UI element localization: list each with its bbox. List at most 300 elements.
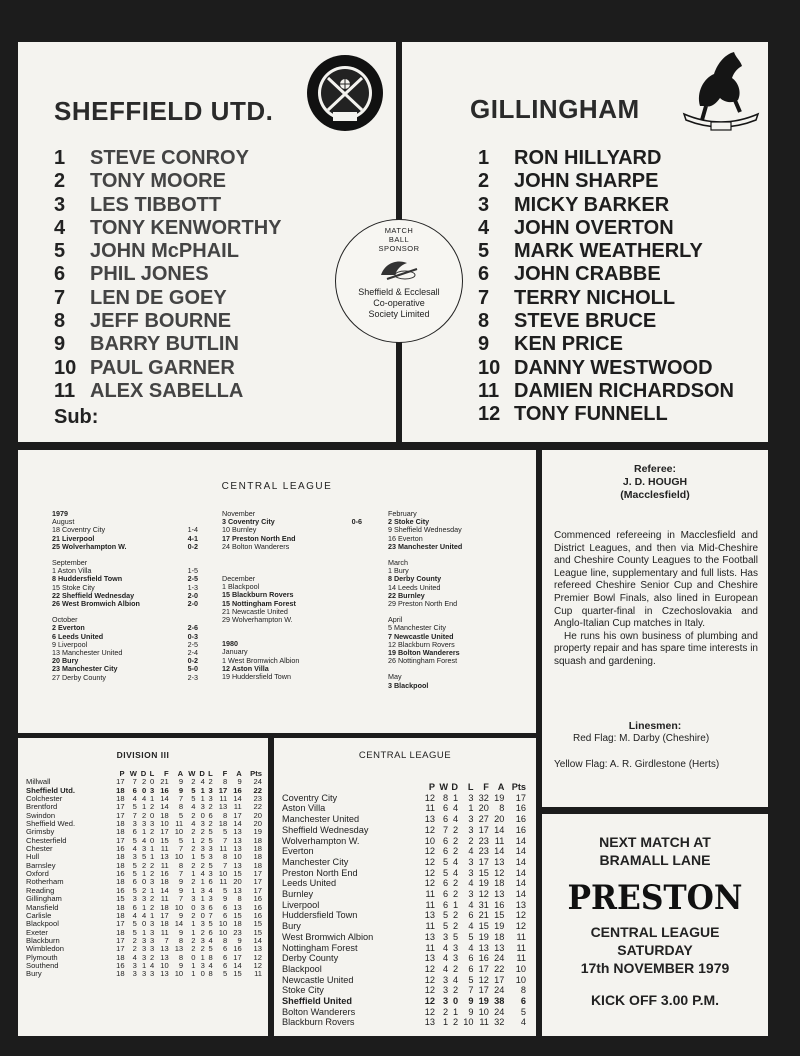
table-cell: 21 xyxy=(160,777,169,787)
table-header-cell: L xyxy=(467,782,474,792)
table-cell: 16 xyxy=(494,899,505,910)
table-cell: 17 xyxy=(218,785,228,795)
table-cell: 2 xyxy=(452,878,459,889)
table-cell: 12 xyxy=(424,878,435,889)
table-cell: 3 xyxy=(142,894,147,904)
table-cell: 1 xyxy=(149,910,155,920)
table-cell: 5 xyxy=(142,852,147,862)
table-cell: 5 xyxy=(132,919,137,929)
table-cell: 13 xyxy=(515,899,526,910)
linesmen-label: Linesmen: xyxy=(628,720,682,732)
table-cell: Coventry City xyxy=(282,792,338,803)
table-cell: 16 xyxy=(515,803,526,814)
table-cell: 0 xyxy=(149,810,155,820)
table-cell: 18 xyxy=(494,931,505,942)
table-cell: 3 xyxy=(208,844,213,854)
player-row: 11 DAMIEN RICHARDSON xyxy=(478,379,734,402)
player-row: 6 JOHN CRABBE xyxy=(478,263,661,286)
table-cell: 5 xyxy=(468,974,474,985)
fixture-score: 0-3 xyxy=(187,631,198,641)
table-cell: 12 xyxy=(494,867,505,878)
table-cell: 19 xyxy=(494,921,505,932)
table-header-cell: Pts xyxy=(511,782,526,792)
table-cell: 0 xyxy=(200,910,205,920)
table-cell: Sheffield Wednesday xyxy=(282,824,369,835)
table-cell: 7 xyxy=(132,777,137,787)
table-cell: 6 xyxy=(208,810,213,820)
table-cell: 17 xyxy=(233,810,242,820)
table-cell: Plymouth xyxy=(26,952,58,962)
table-cell: 11 xyxy=(219,794,228,804)
table-cell: 11 xyxy=(516,953,526,964)
table-cell: 2 xyxy=(149,860,155,870)
player-row: 3 LES TIBBOTT xyxy=(54,193,222,216)
fixture-text: 24 Bolton Wanderers xyxy=(222,541,290,551)
table-cell: 2 xyxy=(142,885,147,895)
table-cell: 1 xyxy=(191,919,196,929)
sponsor-line: Sheffield & Ecclesall xyxy=(358,287,440,297)
table-cell: Liverpool xyxy=(282,899,320,910)
substitute-label: Sub: xyxy=(54,406,99,428)
table-cell: 18 xyxy=(116,910,125,920)
table-row xyxy=(282,975,526,986)
table-cell: 2 xyxy=(200,835,205,845)
home-team-name: SHEFFIELD UTD. xyxy=(54,96,274,126)
table-cell: 1 xyxy=(452,1006,459,1017)
fixture-text: 19 Bolton Wanderers xyxy=(388,648,460,658)
fixture-score: 2-0 xyxy=(187,599,198,609)
fixture-text: 1 Blackpool xyxy=(222,582,260,592)
table-cell: 3 xyxy=(200,935,205,945)
fixture-text: 22 Burnley xyxy=(388,590,425,600)
table-cell: 0 xyxy=(191,902,196,912)
table-cell: 1 xyxy=(142,927,147,937)
table-cell: 11 xyxy=(160,844,169,854)
fixture-text: September xyxy=(52,558,88,568)
fixture-text: 1 West Bromwich Albion xyxy=(222,655,300,665)
table-cell: 11 xyxy=(219,877,228,887)
table-cell: Southend xyxy=(26,960,59,970)
table-cell: 4 xyxy=(208,885,213,895)
table-cell: 6 xyxy=(468,910,474,921)
table-cell: 11 xyxy=(516,931,526,942)
table-cell: 14 xyxy=(515,846,526,857)
table-cell: 9 xyxy=(237,935,242,945)
table-cell: 2 xyxy=(208,777,213,787)
table-cell: 6 xyxy=(520,996,526,1007)
table-cell: 9 xyxy=(178,877,184,887)
table-cell: 17 xyxy=(116,810,125,820)
table-cell: 13 xyxy=(160,969,169,979)
table-cell: Grimsby xyxy=(26,827,55,837)
table-cell: 2 xyxy=(208,819,213,829)
table-cell: 5 xyxy=(132,860,137,870)
table-cell: 12 xyxy=(424,974,435,985)
fixture-text: 23 Manchester United xyxy=(388,541,463,551)
table-cell: 22 xyxy=(494,963,505,974)
table-cell: 3 xyxy=(149,927,155,937)
table-cell: 15 xyxy=(253,919,262,929)
fixture-spacer xyxy=(388,608,518,616)
table-cell: Sheffield Utd. xyxy=(26,785,75,795)
away-team-name: GILLINGHAM xyxy=(470,94,640,124)
table-cell: Millwall xyxy=(26,777,51,787)
table-cell: 13 xyxy=(494,889,505,900)
table-row xyxy=(282,932,526,943)
sponsor-logo-icon xyxy=(377,255,421,287)
table-cell: 19 xyxy=(253,827,262,837)
table-cell: 7 xyxy=(178,869,184,879)
table-cell: 10 xyxy=(174,827,184,837)
table-cell: 5 xyxy=(191,794,196,804)
table-row xyxy=(282,868,526,879)
table-header-cell: A xyxy=(497,782,505,792)
table-cell: 16 xyxy=(253,902,262,912)
fixture-text: 6 Leeds United xyxy=(52,631,104,641)
table-cell: 12 xyxy=(424,985,435,996)
table-cell: 20 xyxy=(253,810,262,820)
table-cell: 7 xyxy=(222,835,228,845)
table-cell: 3 xyxy=(452,953,459,964)
fixture-text: February xyxy=(388,509,417,518)
table-cell: 4 xyxy=(468,846,474,857)
table-cell: 9 xyxy=(222,894,228,904)
fixture-row xyxy=(52,674,198,682)
table-cell: 6 xyxy=(222,944,228,954)
table-cell: 4 xyxy=(442,942,449,953)
table-cell: 2 xyxy=(200,860,205,870)
table-cell: 5 xyxy=(178,835,184,845)
player-row: 7 LEN DE GOEY xyxy=(54,286,227,309)
table-cell: 5 xyxy=(208,944,213,954)
table-cell: Chester xyxy=(26,844,53,854)
table-cell: 2 xyxy=(452,824,459,835)
table-cell: 6 xyxy=(442,846,449,857)
table-cell: 13 xyxy=(218,802,228,812)
fixture-text: 16 Everton xyxy=(388,533,423,543)
table-cell: 17 xyxy=(116,944,125,954)
table-cell: 1 xyxy=(149,844,155,854)
table-cell: 16 xyxy=(116,960,125,970)
table-cell: Exeter xyxy=(26,927,48,937)
player-row: 12 TONY FUNNELL xyxy=(478,403,668,426)
sheffield-united-crest-icon xyxy=(306,54,384,132)
table-cell: 18 xyxy=(160,919,169,929)
table-cell: 3 xyxy=(191,894,196,904)
table-cell: 4 xyxy=(452,867,459,878)
table-cell: 14 xyxy=(233,794,242,804)
table-cell: 4 xyxy=(132,952,137,962)
referee-bio-paragraph: Commenced refereeing in Macclesfield and District Leagues, and then via Mid-Cheshire and Cheshire County Leagues to the Football League line, supplementary and full lists. Has refereed Cheshire Senior Cup and Cheshire Premier Bowl Finals, also lined in European Cup quarter-final in Czechoslovakia and Anglo-Italian Cup matches in Italy. xyxy=(554,530,758,630)
table-cell: 18 xyxy=(160,810,169,820)
table-cell: 6 xyxy=(208,902,213,912)
table-cell: 17 xyxy=(160,827,169,837)
table-cell: 3 xyxy=(442,985,449,996)
table-cell: 5 xyxy=(132,927,137,937)
table-cell: 12 xyxy=(515,910,526,921)
table-cell: 4 xyxy=(208,960,213,970)
table-cell: 11 xyxy=(425,921,435,932)
table-cell: 0 xyxy=(200,969,205,979)
table-cell: 6 xyxy=(208,877,213,887)
central-league-table xyxy=(282,782,526,1028)
fixture-text: 2 Everton xyxy=(52,623,85,633)
fixture-text: 21 Liverpool xyxy=(52,533,95,543)
table-cell: 3 xyxy=(142,935,147,945)
table-cell: 13 xyxy=(478,942,489,953)
referee-bio xyxy=(554,530,758,669)
table-cell: 16 xyxy=(478,953,489,964)
fixture-text: January xyxy=(222,647,248,657)
table-cell: 17 xyxy=(116,919,125,929)
table-cell: 11 xyxy=(425,889,435,900)
fixture-text: 3 Coventry City xyxy=(222,517,275,527)
fixture-row xyxy=(222,616,362,624)
table-cell: 17 xyxy=(116,802,125,812)
fixture-row xyxy=(388,543,518,551)
table-cell: 1 xyxy=(200,894,205,904)
referee-name: J. D. HOUGH xyxy=(622,476,688,488)
table-cell: 16 xyxy=(233,944,242,954)
fixture-text: 10 Burnley xyxy=(222,525,257,535)
table-cell: 2 xyxy=(452,921,459,932)
table-cell: 13 xyxy=(424,953,435,964)
table-cell: 10 xyxy=(218,869,228,879)
table-cell: 3 xyxy=(452,942,459,953)
table-cell: 12 xyxy=(424,996,435,1007)
next-match-kickoff: KICK OFF 3.00 P.M. xyxy=(590,992,720,1008)
player-row: 10 PAUL GARNER xyxy=(54,356,235,379)
table-cell: 3 xyxy=(208,869,213,879)
table-cell: 18 xyxy=(116,785,125,795)
table-cell: 3 xyxy=(200,902,205,912)
table-cell: 10 xyxy=(160,819,169,829)
table-cell: 1 xyxy=(452,899,459,910)
table-cell: 2 xyxy=(452,963,459,974)
table-cell: Gillingham xyxy=(26,894,62,904)
table-cell: Barnsley xyxy=(26,860,56,870)
table-cell: 17 xyxy=(478,856,489,867)
player-row: 6 PHIL JONES xyxy=(54,263,209,286)
table-cell: 3 xyxy=(208,894,213,904)
fixture-spacer xyxy=(388,665,518,673)
table-cell: 15 xyxy=(116,894,125,904)
home-player-list xyxy=(54,147,282,403)
next-match-day: SATURDAY xyxy=(617,942,693,958)
table-cell: 3 xyxy=(208,785,213,795)
table-cell: 12 xyxy=(424,846,435,857)
fixture-spacer xyxy=(222,551,362,559)
fixture-text: 13 Manchester United xyxy=(52,648,123,658)
table-cell: 3 xyxy=(200,802,205,812)
table-cell: 6 xyxy=(222,902,228,912)
table-cell: 18 xyxy=(116,969,125,979)
fixture-text: October xyxy=(52,615,78,625)
fixture-row xyxy=(52,600,198,608)
table-cell: 23 xyxy=(478,835,489,846)
next-match-competition: CENTRAL LEAGUE xyxy=(590,924,720,940)
table-cell: 19 xyxy=(478,931,489,942)
table-cell: Bury xyxy=(26,969,42,979)
table-cell: Blackpool xyxy=(26,919,59,929)
table-cell: 15 xyxy=(233,910,242,920)
division-three-table-panel xyxy=(18,738,268,1036)
fixtures-column-3 xyxy=(388,510,518,690)
table-cell: 5 xyxy=(132,885,137,895)
table-header-row xyxy=(282,782,526,793)
table-cell: 13 xyxy=(174,944,184,954)
table-cell: 7 xyxy=(164,935,169,945)
table-cell: 18 xyxy=(253,835,262,845)
fixture-text: 1979 xyxy=(52,509,68,518)
table-cell: 9 xyxy=(237,777,242,787)
table-cell: 6 xyxy=(222,952,228,962)
referee-bio-paragraph: He runs his own business of plumbing and property repair and has spare time interests in squash and gardening. xyxy=(554,630,758,667)
table-cell: 18 xyxy=(116,927,125,937)
fixture-text: 9 Liverpool xyxy=(52,639,88,649)
table-cell: 17 xyxy=(116,935,125,945)
table-cell: 2 xyxy=(200,944,205,954)
fixture-row xyxy=(388,657,518,665)
table-cell: 3 xyxy=(468,792,474,803)
table-cell: 10 xyxy=(515,963,526,974)
table-cell: 11 xyxy=(494,835,505,846)
table-cell: 18 xyxy=(116,819,125,829)
table-cell: 13 xyxy=(494,856,505,867)
table-row xyxy=(26,970,262,978)
fixture-text: 18 Coventry City xyxy=(52,525,106,535)
table-cell: 17 xyxy=(478,824,489,835)
table-cell: 10 xyxy=(463,1017,474,1028)
player-row: 2 TONY MOORE xyxy=(54,170,226,193)
fixture-score: 5-0 xyxy=(187,664,198,674)
table-cell: 4 xyxy=(468,899,474,910)
player-row: 2 JOHN SHARPE xyxy=(478,170,659,193)
table-cell: 0 xyxy=(142,785,147,795)
table-header-cell: F xyxy=(222,769,228,778)
sponsor-line: Society Limited xyxy=(368,309,430,319)
table-cell: 8 xyxy=(222,777,228,787)
table-header-cell: W xyxy=(129,769,137,778)
table-cell: 16 xyxy=(160,785,169,795)
table-cell: Swindon xyxy=(26,810,56,820)
fixture-text: 1 Bury xyxy=(388,566,409,576)
table-cell: 2 xyxy=(142,777,147,787)
table-cell: Derby County xyxy=(282,953,339,964)
table-cell: 18 xyxy=(116,852,125,862)
fixture-row xyxy=(388,600,518,608)
player-row: 1 RON HILLYARD xyxy=(478,147,662,169)
table-cell: 12 xyxy=(424,963,435,974)
table-cell: 20 xyxy=(478,803,489,814)
table-cell: 14 xyxy=(515,878,526,889)
table-cell: 5 xyxy=(222,827,228,837)
table-cell: 0 xyxy=(191,952,196,962)
fixture-text: August xyxy=(52,517,75,527)
table-cell: 1 xyxy=(452,792,459,803)
table-cell: 5 xyxy=(208,860,213,870)
fixture-text: April xyxy=(388,615,403,625)
table-cell: 6 xyxy=(468,963,474,974)
fixture-text: 25 Wolverhampton W. xyxy=(52,541,127,551)
table-cell: 4 xyxy=(149,960,155,970)
table-cell: 8 xyxy=(442,792,449,803)
table-cell: 10 xyxy=(218,927,228,937)
table-cell: 1 xyxy=(149,885,155,895)
table-cell: 10 xyxy=(515,974,526,985)
table-cell: 4 xyxy=(132,910,137,920)
table-cell: 3 xyxy=(149,944,155,954)
table-cell: 24 xyxy=(494,985,505,996)
table-cell: 8 xyxy=(222,810,228,820)
table-cell: 0 xyxy=(149,777,155,787)
sponsor-line: Co-operative xyxy=(373,298,425,308)
table-cell: Burnley xyxy=(282,889,314,900)
table-cell: 1 xyxy=(142,827,147,837)
table-cell: 2 xyxy=(149,894,155,904)
table-cell: 22 xyxy=(253,785,262,795)
table-cell: 16 xyxy=(515,824,526,835)
table-cell: 10 xyxy=(160,960,169,970)
table-cell: 20 xyxy=(253,819,262,829)
table-cell: 11 xyxy=(516,942,526,953)
table-cell: 20 xyxy=(494,814,505,825)
fixture-text: 3 Blackpool xyxy=(388,680,429,690)
fixture-text: November xyxy=(222,509,256,518)
table-cell: 3 xyxy=(132,960,137,970)
table-cell: 18 xyxy=(116,827,125,837)
table-cell: 5 xyxy=(208,919,213,929)
fixture-text: 14 Leeds United xyxy=(388,582,441,592)
table-cell: Sheffield Wed. xyxy=(26,819,76,829)
table-cell: 8 xyxy=(178,860,184,870)
table-cell: 13 xyxy=(494,942,505,953)
table-cell: 9 xyxy=(178,785,184,795)
table-cell: 6 xyxy=(132,877,137,887)
fixture-text: 20 Bury xyxy=(52,656,79,666)
fixture-spacer xyxy=(222,559,362,567)
table-cell: 18 xyxy=(160,877,169,887)
fixture-row xyxy=(52,543,198,551)
table-cell: 5 xyxy=(452,931,459,942)
table-cell: 3 xyxy=(149,919,155,929)
table-header-cell: A xyxy=(177,769,184,778)
table-cell: 1 xyxy=(200,785,205,795)
table-cell: 18 xyxy=(253,844,262,854)
table-cell: 14 xyxy=(515,867,526,878)
table-cell: 22 xyxy=(253,802,262,812)
table-cell: 13 xyxy=(233,827,242,837)
table-cell: Wolverhampton W. xyxy=(282,835,360,846)
table-cell: 10 xyxy=(174,969,184,979)
central-league-table-title: CENTRAL LEAGUE xyxy=(358,750,452,761)
player-row: 5 JOHN McPHAIL xyxy=(54,240,239,263)
table-cell: 1 xyxy=(191,885,196,895)
table-cell: 0 xyxy=(149,835,155,845)
fixture-text: 12 Blackburn Rovers xyxy=(388,639,455,649)
table-cell: 8 xyxy=(178,952,184,962)
table-cell: 3 xyxy=(200,960,205,970)
table-cell: 17 xyxy=(253,869,262,879)
table-cell: Hull xyxy=(26,852,40,862)
player-row: 5 MARK WEATHERLY xyxy=(478,240,703,263)
table-cell: 14 xyxy=(515,889,526,900)
table-cell: Blackpool xyxy=(282,963,322,974)
table-cell: 4 xyxy=(200,777,205,787)
table-cell: Reading xyxy=(26,885,55,895)
table-row xyxy=(282,793,526,804)
table-cell: 2 xyxy=(132,944,137,954)
